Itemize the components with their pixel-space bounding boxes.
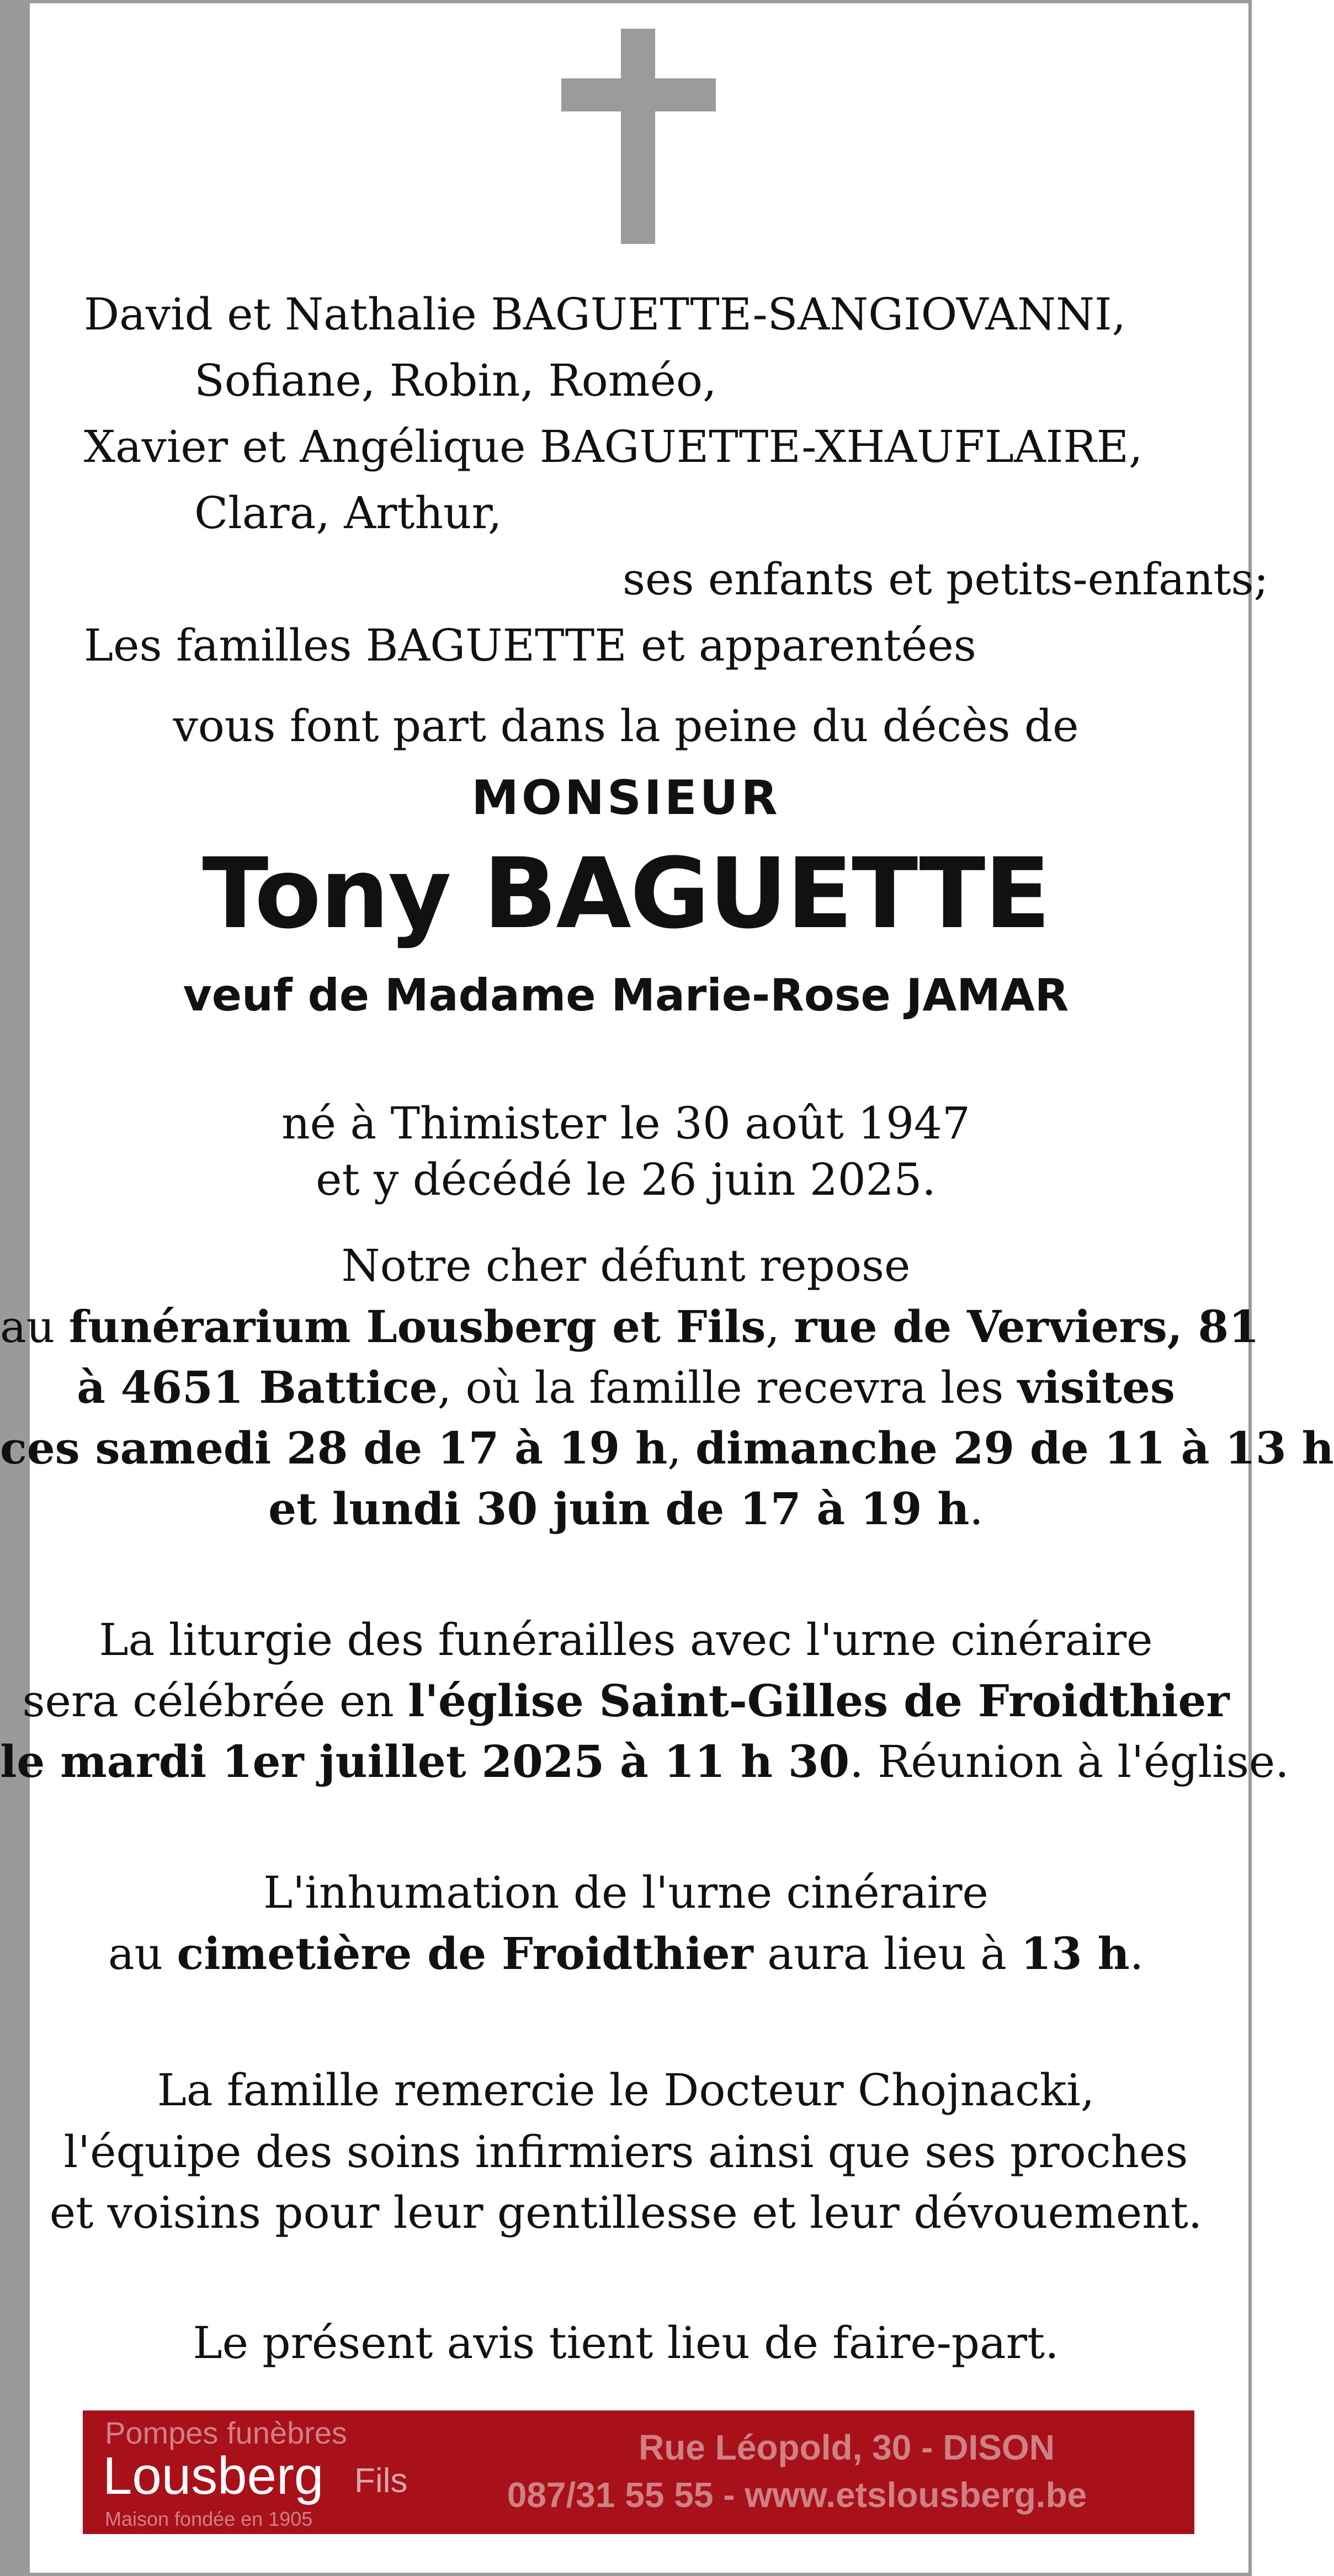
- visits-text: .: [969, 1483, 984, 1535]
- top-border: [30, 0, 1252, 3]
- funeral-home-banner: [83, 2410, 1194, 2534]
- visits-text: , où la famille recevra les: [437, 1362, 1018, 1413]
- liturgy-text: . Réunion à l'église.: [849, 1736, 1289, 1787]
- burial-text: .: [1129, 1928, 1144, 1979]
- burial-text: aura lieu à: [753, 1928, 1021, 1979]
- visit-sunday: dimanche 29 de 11 à 13 h: [695, 1422, 1334, 1474]
- funerarium-street: rue de Verviers, 81: [794, 1301, 1259, 1353]
- cross-horizontal: [561, 78, 716, 111]
- birth-line: né à Thimister le 30 août 1947: [281, 1098, 970, 1149]
- brand-name: Lousberg: [103, 2446, 324, 2505]
- notice-line: Le présent avis tient lieu de faire-part.: [193, 2317, 1059, 2369]
- visits-word: visites: [1017, 1361, 1175, 1413]
- liturgy-line-2: [0, 1674, 1252, 1728]
- church-name: l'église Saint-Gilles de Froidthier: [408, 1675, 1230, 1727]
- visits-line-1: Notre cher défunt repose: [341, 1240, 911, 1291]
- death-line: et y décédé le 26 juin 2025.: [316, 1154, 936, 1205]
- family-line-3: Xavier et Angélique BAGUETTE-XHAUFLAIRE,: [84, 421, 1143, 472]
- deceased-name: Tony BAGUETTE: [202, 837, 1050, 950]
- funeral-home-address: Rue Léopold, 30 - DISON: [639, 2428, 1055, 2467]
- visits-line-4: [0, 1422, 1334, 1475]
- family-line-6: Les familles BAGUETTE et apparentées: [84, 620, 976, 671]
- visits-text: ,: [667, 1423, 696, 1474]
- visits-line-5: [0, 1482, 1252, 1536]
- widow-line: veuf de Madame Marie-Rose JAMAR: [183, 970, 1069, 1021]
- title-monsieur: MONSIEUR: [471, 770, 780, 826]
- brand-top: Pompes funèbres: [105, 2415, 347, 2450]
- burial-text: au: [108, 1928, 177, 1979]
- funerarium-city: à 4651 Battice: [77, 1361, 438, 1413]
- burial-line-2: [0, 1927, 1252, 1981]
- liturgy-line-3: [0, 1735, 1289, 1789]
- thanks-line-2: l'équipe des soins infirmiers ainsi que ses proches: [63, 2126, 1188, 2178]
- visits-line-3: [0, 1361, 1252, 1414]
- bottom-border: [30, 2573, 1252, 2576]
- thanks-line-3: et voisins pour leur gentillesse et leur dévouement.: [49, 2187, 1203, 2238]
- thanks-line-1: La famille remercie le Docteur Chojnacki,: [157, 2064, 1095, 2116]
- visits-text: ,: [766, 1301, 794, 1353]
- family-line-4: Clara, Arthur,: [194, 487, 502, 539]
- burial-time: 13 h: [1021, 1928, 1130, 1979]
- announcement-intro: vous font part dans la peine du décès de: [173, 700, 1079, 752]
- family-line-1: David et Nathalie BAGUETTE-SANGIOVANNI,: [84, 289, 1126, 340]
- cemetery-name: cimetière de Froidthier: [177, 1928, 753, 1979]
- visits-text: au: [0, 1301, 69, 1353]
- cross-vertical: [621, 29, 655, 244]
- liturgy-line-1: La liturgie des funérailles avec l'urne cinéraire: [99, 1614, 1153, 1665]
- visits-line-2: [0, 1300, 1259, 1354]
- family-line-5: ses enfants et petits-enfants;: [623, 553, 1269, 605]
- liturgy-text: sera célébrée en: [22, 1675, 408, 1727]
- cross-icon: [561, 29, 716, 244]
- brand-tagline: Maison fondée en 1905: [105, 2508, 313, 2530]
- liturgy-date: le mardi 1er juillet 2025 à 11 h 30: [0, 1736, 850, 1787]
- brand-suffix: Fils: [354, 2462, 408, 2500]
- funerarium-name: funérarium Lousberg et Fils: [68, 1301, 766, 1353]
- visit-saturday: ces samedi 28 de 17 à 19 h: [0, 1422, 668, 1474]
- family-line-2: Sofiane, Robin, Roméo,: [194, 355, 717, 406]
- visit-monday: et lundi 30 juin de 17 à 19 h: [268, 1483, 970, 1535]
- funeral-home-contact: 087/31 55 55 - www.etslousberg.be: [507, 2475, 1087, 2515]
- burial-line-1: L'inhumation de l'urne cinéraire: [263, 1867, 988, 1918]
